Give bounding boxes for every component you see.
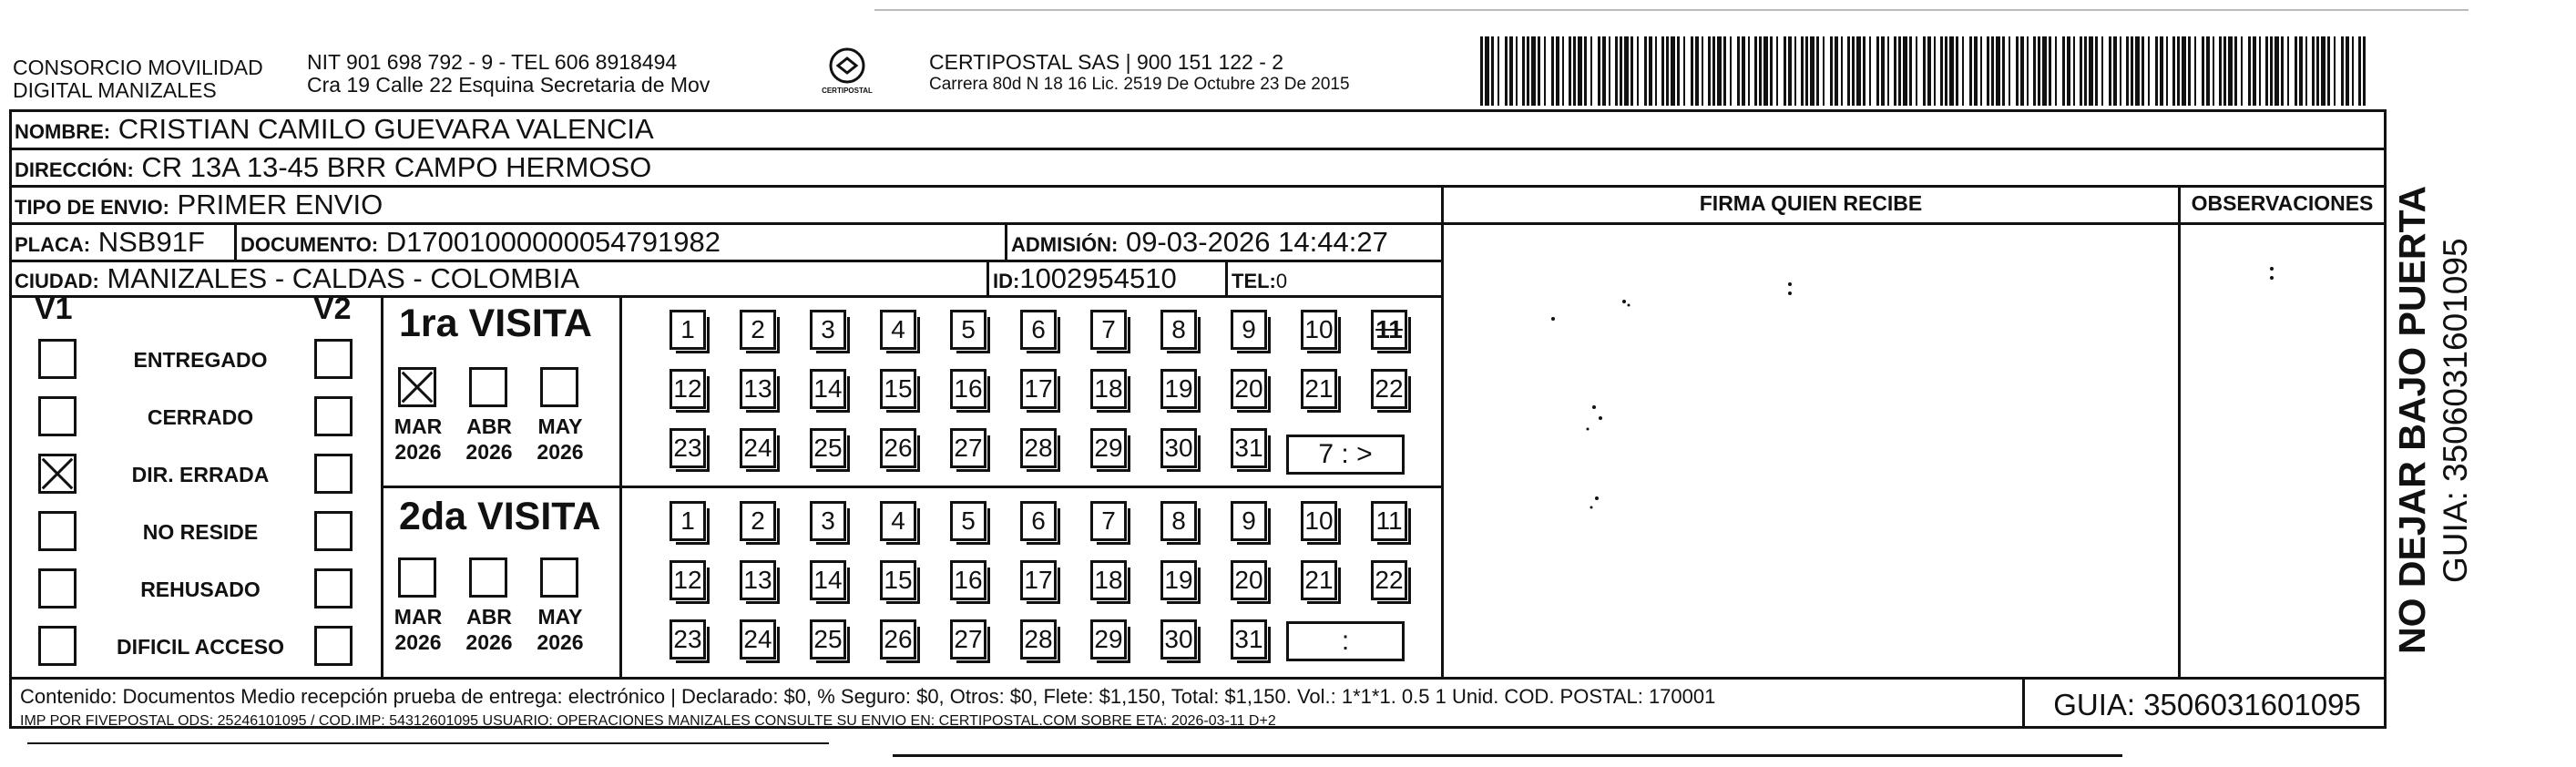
barcode-bar [2321, 36, 2326, 106]
barcode-bar [2312, 36, 2315, 106]
id-value: 1002954510 [1019, 262, 1177, 294]
barcode-bar [2206, 36, 2210, 106]
day-box-26[interactable]: 26 [880, 428, 916, 468]
imp-text: IMP POR FIVEPOSTAL ODS: 25246101095 / COD.IMP: 54312601095 USUARIO: OPERACIONES MANIZALES CONSULTE SU ENVIO EN: CERTIPOSTAL.COM SOBRE ETA: 2026-03-11 D+2 [20, 713, 1276, 729]
barcode-bar [1945, 36, 1947, 106]
day-box-17[interactable]: 17 [1020, 560, 1057, 600]
barcode-bar [2194, 36, 2196, 106]
day-box-18[interactable]: 18 [1090, 560, 1127, 600]
day-box-1[interactable]: 1 [670, 310, 706, 350]
barcode-bar [2295, 36, 2297, 106]
barcode-bar [1759, 36, 1762, 106]
day-box-30[interactable]: 30 [1160, 428, 1197, 468]
day-box-31[interactable]: 31 [1231, 428, 1267, 468]
barcode-bar [1556, 36, 1559, 106]
day-box-9[interactable]: 9 [1231, 501, 1267, 541]
barcode-bar [1881, 36, 1885, 106]
barcode-bar [1776, 36, 1778, 106]
day-box-1[interactable]: 1 [670, 501, 706, 541]
v2-checkbox[interactable] [314, 454, 353, 494]
v1-checkbox[interactable] [38, 454, 77, 494]
day-box-25[interactable]: 25 [810, 428, 846, 468]
barcode-bar [2334, 36, 2336, 106]
barcode-bar [1962, 36, 1964, 106]
barcode-bar [2219, 36, 2222, 106]
day-box-2[interactable]: 2 [740, 310, 776, 350]
day-box-24[interactable]: 24 [740, 619, 776, 660]
observaciones-area[interactable] [2181, 225, 2384, 677]
barcode-bar [1609, 36, 1610, 106]
barcode-bar [1602, 36, 1606, 106]
day-box-16[interactable]: 16 [950, 369, 986, 409]
direccion-field: DIRECCIÓN: CR 13A 13-45 BRR CAMPO HERMOSO [15, 151, 652, 183]
day-box-4[interactable]: 4 [880, 501, 916, 541]
barcode-bar [1788, 36, 1792, 106]
v1-checkbox[interactable] [38, 626, 77, 666]
day-box-21[interactable]: 21 [1301, 560, 1337, 600]
barcode-bar [1949, 36, 1954, 106]
barcode-bar [1620, 36, 1622, 106]
carrier-info: CERTIPOSTAL SAS | 900 151 122 - 2 Carrera 80d N 18 16 Lic. 2519 De Octubre 23 De 2015 [929, 50, 1350, 94]
day-box-3[interactable]: 3 [810, 501, 846, 541]
day-box-25[interactable]: 25 [810, 619, 846, 660]
day-box-28[interactable]: 28 [1020, 619, 1057, 660]
barcode-bar [2265, 36, 2268, 106]
barcode-bar [2135, 36, 2140, 106]
barcode-bar [2223, 36, 2226, 106]
barcode-bar [1823, 36, 1825, 106]
placa-value: NSB91F [97, 226, 205, 258]
admision-field: ADMISIÓN: 09-03-2026 14:44:27 [1011, 226, 1388, 258]
barcode-bar [1624, 36, 1629, 106]
barcode-bar [1763, 36, 1768, 106]
barcode-bar [1544, 36, 1546, 106]
barcode-bar [2113, 36, 2117, 106]
status-label: DIR. ERRADA [131, 463, 270, 486]
barcode-bar [2073, 36, 2075, 106]
day-box-28[interactable]: 28 [1020, 428, 1057, 468]
barcode-bar [1898, 36, 1901, 106]
barcode-bar [1887, 36, 1889, 106]
barcode-bar [1856, 36, 1861, 106]
barcode-bar [1598, 36, 1600, 106]
day-box-9[interactable]: 9 [1231, 310, 1267, 350]
barcode-bar [1934, 36, 1936, 106]
barcode-bar [1630, 36, 1633, 106]
day-box-23[interactable]: 23 [670, 428, 706, 468]
day-box-11[interactable]: 11 [1371, 310, 1407, 350]
barcode-bar [1509, 36, 1513, 106]
barcode-bar [2305, 36, 2307, 106]
barcode-bar [2299, 36, 2303, 106]
barcode-bar [2131, 36, 2133, 106]
barcode-bar [1987, 36, 1989, 106]
barcode-bar [1683, 36, 1685, 106]
barcode-bar [1661, 36, 1664, 106]
barcode-bar [1876, 36, 1879, 106]
month-label: MAY [537, 605, 583, 629]
day-box-22[interactable]: 22 [1371, 369, 1407, 409]
placa-field: PLACA: NSB91F [15, 226, 205, 258]
day-box-22[interactable]: 22 [1371, 560, 1407, 600]
barcode-bar [2228, 36, 2233, 106]
day-box-15[interactable]: 15 [880, 560, 916, 600]
barcode-bar [1835, 36, 1838, 106]
month-label: ABR [466, 414, 512, 438]
company-name: CONSORCIO MOVILIDAD DIGITAL MANIZALES [13, 56, 263, 102]
barcode-bar [2089, 36, 2093, 106]
side-guia: GUIA: 3506031601095 [2437, 238, 2474, 583]
barcode-bar [1584, 36, 1587, 106]
v2-checkbox[interactable] [314, 396, 353, 436]
day-box-14[interactable]: 14 [810, 560, 846, 600]
status-label: CERRADO [147, 405, 254, 429]
month-checkbox-abr[interactable] [469, 557, 507, 598]
barcode-bar [2172, 36, 2175, 106]
barcode-bar [1505, 36, 1508, 106]
barcode-bar [1522, 36, 1525, 106]
month-year: 2026 [537, 630, 584, 654]
v1-checkbox[interactable] [38, 339, 77, 379]
ciudad-value: MANIZALES - CALDAS - COLOMBIA [107, 262, 580, 294]
barcode-bar [2188, 36, 2191, 106]
barcode-bar [2067, 36, 2070, 106]
barcode-bar [1516, 36, 1518, 106]
barcode-bar [1754, 36, 1757, 106]
barcode-bar [1480, 36, 1483, 106]
barcode-bar [1923, 36, 1926, 106]
barcode-bar [2234, 36, 2237, 106]
barcode-bar [1927, 36, 1931, 106]
v2-checkbox[interactable] [314, 568, 353, 608]
id-field: ID:1002954510 [993, 262, 1177, 294]
barcode [1480, 36, 2368, 106]
barcode-bar [2148, 36, 2150, 106]
barcode-bar [1691, 36, 1693, 106]
barcode-bar [2126, 36, 2129, 106]
visita1-title: 1ra VISITA [399, 302, 592, 345]
ciudad-field: CIUDAD: MANIZALES - CALDAS - COLOMBIA [15, 262, 580, 294]
barcode-bar [1801, 36, 1804, 106]
day-box-4[interactable]: 4 [880, 310, 916, 350]
signature-area[interactable] [1444, 225, 2178, 677]
month-checkbox-mar[interactable] [398, 367, 436, 407]
guia-box: GUIA: 3506031601095 [2053, 688, 2361, 721]
barcode-bar [1573, 36, 1576, 106]
day-box-5[interactable]: 5 [950, 501, 986, 541]
company-contact: NIT 901 698 792 - 9 - TEL 606 8918494 Cra 19 Calle 22 Esquina Secretaria de Mov [307, 50, 710, 97]
day-box-2[interactable]: 2 [740, 501, 776, 541]
month-checkbox-may[interactable] [540, 367, 578, 407]
barcode-bar [1531, 36, 1536, 106]
barcode-bar [2166, 36, 2168, 106]
barcode-bar [1702, 36, 1703, 106]
tipo-envio-field: TIPO DE ENVIO: PRIMER ENVIO [15, 189, 383, 220]
barcode-bar [2213, 36, 2214, 106]
barcode-bar [1863, 36, 1866, 106]
day-box-20[interactable]: 20 [1231, 369, 1267, 409]
barcode-bar [2182, 36, 2186, 106]
contenido-text: Contenido: Documentos Medio recepción prueba de entrega: electrónico | Declarado: $0, % Seguro: $0, Otros: $0, Flete: $1,150, Total: $1,150. Vol.: 1*1*1. 0.5 1 Unid. COD. POSTAL: 170001 [20, 685, 1716, 708]
barcode-bar [2327, 36, 2330, 106]
barcode-bar [1730, 36, 1732, 106]
barcode-bar [1723, 36, 1726, 106]
documento-field: DOCUMENTO: D17001000000054791982 [240, 226, 721, 258]
barcode-bar [1655, 36, 1657, 106]
barcode-bar [1974, 36, 1978, 106]
v2-checkbox[interactable] [314, 339, 353, 379]
v1-header: V1 [35, 291, 73, 326]
barcode-bar [2080, 36, 2082, 106]
barcode-bar [1894, 36, 1896, 106]
tel-field: TEL:0 [1232, 270, 1288, 292]
barcode-bar [2120, 36, 2121, 106]
barcode-bar [1666, 36, 1669, 106]
month-label: ABR [466, 605, 512, 629]
barcode-bar [2363, 36, 2366, 106]
status-label: ENTREGADO [133, 348, 268, 372]
day-box-21[interactable]: 21 [1301, 369, 1337, 409]
nombre-field: NOMBRE: CRISTIAN CAMILO GUEVARA VALENCIA [15, 113, 654, 145]
barcode-bar [1784, 36, 1786, 106]
signature-marks [1444, 225, 2178, 677]
status-label: DIFICIL ACCESO [116, 635, 284, 659]
barcode-bar [1940, 36, 1943, 106]
barcode-bar [1805, 36, 1808, 106]
nombre-value: CRISTIAN CAMILO GUEVARA VALENCIA [118, 113, 654, 145]
day-box-8[interactable]: 8 [1160, 310, 1197, 350]
barcode-bar [1841, 36, 1843, 106]
tipo-envio-value: PRIMER ENVIO [177, 189, 383, 220]
barcode-bar [1869, 36, 1871, 106]
barcode-bar [1485, 36, 1489, 106]
day-box-11[interactable]: 11 [1371, 501, 1407, 541]
barcode-bar [1717, 36, 1722, 106]
day-box-12[interactable]: 12 [670, 369, 706, 409]
day-box-6[interactable]: 6 [1020, 310, 1057, 350]
barcode-bar [1830, 36, 1833, 106]
barcode-bar [1794, 36, 1796, 106]
barcode-bar [2270, 36, 2273, 106]
barcode-bar [1677, 36, 1680, 106]
barcode-bar [2042, 36, 2047, 106]
barcode-bar [2155, 36, 2158, 106]
day-box-16[interactable]: 16 [950, 560, 986, 600]
barcode-bar [2241, 36, 2243, 106]
v2-header: V2 [313, 291, 352, 326]
day-box-5[interactable]: 5 [950, 310, 986, 350]
month-label: MAR [394, 605, 443, 629]
barcode-bar [1956, 36, 1958, 106]
barcode-bar [1649, 36, 1652, 106]
barcode-bar [1810, 36, 1814, 106]
day-box-29[interactable]: 29 [1090, 428, 1127, 468]
visita1-time-box[interactable]: 7 : > [1286, 435, 1405, 475]
certipostal-logo: CERTIPOSTAL [820, 46, 874, 95]
barcode-bar [2248, 36, 2251, 106]
barcode-bar [1816, 36, 1819, 106]
barcode-bar [1969, 36, 1972, 106]
barcode-bar [2020, 36, 2024, 106]
visita2-time-box[interactable]: : [1286, 621, 1405, 661]
day-box-13[interactable]: 13 [740, 369, 776, 409]
month-label: MAY [537, 414, 583, 438]
month-year: 2026 [465, 440, 513, 464]
barcode-bar [1538, 36, 1540, 106]
day-box-10[interactable]: 10 [1301, 310, 1337, 350]
month-year: 2026 [537, 440, 584, 464]
barcode-bar [2016, 36, 2019, 106]
barcode-bar [1737, 36, 1740, 106]
day-box-14[interactable]: 14 [810, 369, 846, 409]
barcode-bar [2346, 36, 2349, 106]
barcode-bar [2316, 36, 2319, 106]
observaciones-header: OBSERVACIONES [2191, 191, 2374, 215]
barcode-bar [2281, 36, 2284, 106]
day-box-30[interactable]: 30 [1160, 619, 1197, 660]
status-label: REHUSADO [140, 578, 261, 601]
v2-checkbox[interactable] [314, 511, 353, 551]
v1-checkbox[interactable] [38, 396, 77, 436]
day-box-27[interactable]: 27 [950, 428, 986, 468]
barcode-bar [1590, 36, 1592, 106]
no-dejar-warning: NO DEJAR BAJO PUERTA [2391, 185, 2433, 654]
barcode-bar [1708, 36, 1711, 106]
barcode-bar [1551, 36, 1554, 106]
barcode-bar [2177, 36, 2180, 106]
barcode-bar [2027, 36, 2029, 106]
v2-checkbox[interactable] [314, 626, 353, 666]
barcode-bar [2109, 36, 2111, 106]
day-box-26[interactable]: 26 [880, 619, 916, 660]
barcode-bar [1852, 36, 1855, 106]
v1-checkbox[interactable] [38, 568, 77, 608]
day-box-6[interactable]: 6 [1020, 501, 1057, 541]
visita2-title: 2da VISITA [399, 495, 601, 538]
day-box-7[interactable]: 7 [1090, 501, 1127, 541]
month-checkbox-abr[interactable] [469, 367, 507, 407]
barcode-bar [2033, 36, 2036, 106]
month-checkbox-may[interactable] [540, 557, 578, 598]
barcode-bar [2055, 36, 2057, 106]
day-box-24[interactable]: 24 [740, 428, 776, 468]
barcode-bar [2287, 36, 2289, 106]
barcode-bar [2009, 36, 2010, 106]
admision-value: 09-03-2026 14:44:27 [1125, 226, 1388, 258]
barcode-bar [1569, 36, 1571, 106]
observaciones-marks [2181, 225, 2384, 677]
barcode-bar [1742, 36, 1745, 106]
month-label: MAR [394, 414, 443, 438]
barcode-bar [2084, 36, 2087, 106]
month-year: 2026 [394, 630, 442, 654]
barcode-bar [1991, 36, 1994, 106]
day-box-19[interactable]: 19 [1160, 369, 1197, 409]
day-box-13[interactable]: 13 [740, 560, 776, 600]
barcode-bar [1847, 36, 1850, 106]
barcode-bar [2352, 36, 2354, 106]
day-box-29[interactable]: 29 [1090, 619, 1127, 660]
day-box-19[interactable]: 19 [1160, 560, 1197, 600]
day-box-12[interactable]: 12 [670, 560, 706, 600]
month-year: 2026 [465, 630, 513, 654]
barcode-bar [1498, 36, 1499, 106]
v1-checkbox[interactable] [38, 511, 77, 551]
barcode-bar [2142, 36, 2144, 106]
barcode-bar [2274, 36, 2279, 106]
barcode-bar [2259, 36, 2261, 106]
barcode-bar [1578, 36, 1582, 106]
barcode-bar [2038, 36, 2040, 106]
barcode-bar [1770, 36, 1773, 106]
barcode-bar [2341, 36, 2344, 106]
day-box-10[interactable]: 10 [1301, 501, 1337, 541]
barcode-bar [2253, 36, 2256, 106]
barcode-bar [2095, 36, 2098, 106]
barcode-bar [1748, 36, 1750, 106]
barcode-bar [2002, 36, 2005, 106]
day-box-27[interactable]: 27 [950, 619, 986, 660]
day-box-31[interactable]: 31 [1231, 619, 1267, 660]
day-box-7[interactable]: 7 [1090, 310, 1127, 350]
barcode-bar [1671, 36, 1675, 106]
day-box-20[interactable]: 20 [1231, 560, 1267, 600]
barcode-bar [1491, 36, 1494, 106]
barcode-bar [2358, 36, 2361, 106]
status-label: NO RESIDE [142, 520, 259, 544]
barcode-bar [1980, 36, 1982, 106]
barcode-bar [1916, 36, 1917, 106]
barcode-bar [1996, 36, 2000, 106]
barcode-bar [2101, 36, 2103, 106]
barcode-bar [1695, 36, 1699, 106]
barcode-bar [1562, 36, 1564, 106]
month-checkbox-mar[interactable] [398, 557, 436, 598]
firma-header: FIRMA QUIEN RECIBE [1699, 191, 1923, 215]
day-box-15[interactable]: 15 [880, 369, 916, 409]
day-box-17[interactable]: 17 [1020, 369, 1057, 409]
month-year: 2026 [394, 440, 442, 464]
tel-value: 0 [1275, 270, 1288, 292]
barcode-bar [1637, 36, 1639, 106]
barcode-bar [1909, 36, 1912, 106]
barcode-bar [1644, 36, 1647, 106]
day-box-3[interactable]: 3 [810, 310, 846, 350]
day-box-8[interactable]: 8 [1160, 501, 1197, 541]
barcode-bar [2062, 36, 2065, 106]
barcode-bar [2202, 36, 2204, 106]
barcode-bar [2160, 36, 2163, 106]
barcode-bar [1527, 36, 1529, 106]
barcode-bar [1712, 36, 1715, 106]
day-box-23[interactable]: 23 [670, 619, 706, 660]
barcode-bar [2049, 36, 2051, 106]
documento-value: D17001000000054791982 [385, 226, 721, 258]
direccion-value: CR 13A 13-45 BRR CAMPO HERMOSO [141, 151, 652, 183]
day-box-18[interactable]: 18 [1090, 369, 1127, 409]
barcode-bar [1903, 36, 1907, 106]
barcode-bar [1615, 36, 1618, 106]
